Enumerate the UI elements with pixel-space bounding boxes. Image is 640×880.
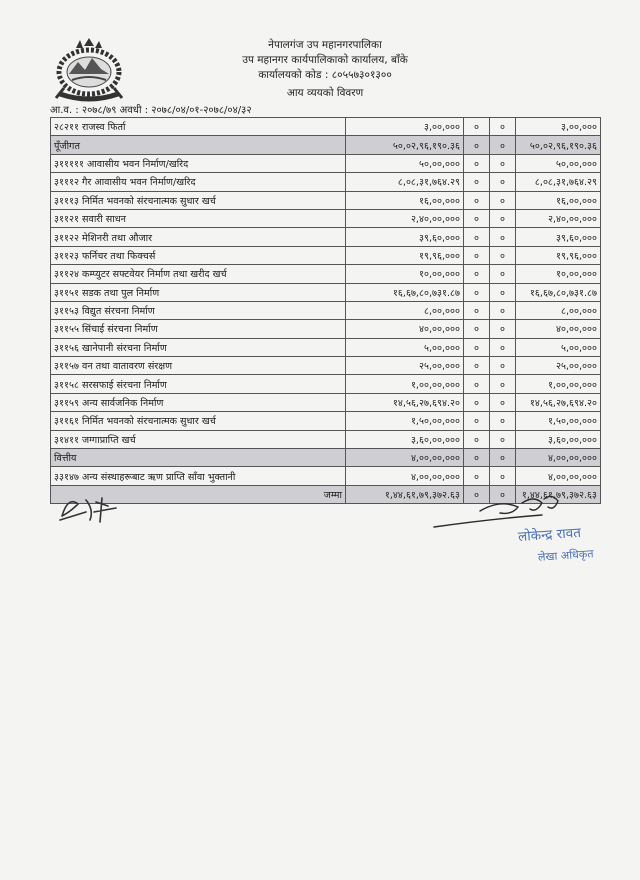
row-label: ३११५७ वन तथा वातावरण संरक्षण [51,357,346,375]
table-row [51,430,601,448]
table-row [51,301,601,319]
table-row [51,412,601,430]
row-amount: ४,००,००,००० [346,449,464,467]
row-total: ५,००,००० [516,338,601,356]
table-row [51,118,601,136]
row-amount: ५०,०२,९६,१९०.३६ [346,136,464,154]
row-label: ३११५९ अन्य सार्वजनिक निर्माण [51,393,346,411]
row-label: ३११६१ निर्मित भवनको संरचनात्मक सुधार खर्च [51,412,346,430]
row-label: ३३१४७ अन्य संस्थाहरूबाट ऋण प्राप्ति साँवा भुक्तानी [51,467,346,485]
row-amount: ८,०८,३१,७६४.२९ [346,173,464,191]
row-total: ५०,०२,९६,१९०.३६ [516,136,601,154]
row-total: ८,००,००० [516,301,601,319]
row-label: ३११५५ सिंचाई संरचना निर्माण [51,320,346,338]
row-label: वित्तीय [51,449,346,467]
table-row [51,209,601,227]
row-col3: ० [490,173,516,191]
row-amount: २,४०,००,००० [346,209,464,227]
row-amount: १०,००,००० [346,265,464,283]
row-amount: १९,९६,००० [346,246,464,264]
row-col2: ० [464,118,490,136]
table-row [51,375,601,393]
row-amount: ५,००,००० [346,338,464,356]
row-total: ४०,००,००० [516,320,601,338]
row-col2: ० [464,412,490,430]
row-col3: ० [490,191,516,209]
row-total: २५,००,००० [516,357,601,375]
grand-total-col2: ० [464,485,490,503]
row-col2: ० [464,430,490,448]
table-row [51,265,601,283]
table-row [51,246,601,264]
row-col3: ० [490,301,516,319]
row-amount: ४,००,००,००० [346,467,464,485]
row-total: १,००,००,००० [516,375,601,393]
row-total: ५०,००,००० [516,154,601,172]
table-row [51,228,601,246]
grand-total-amount: १,४४,६१,७९,३७२.६३ [346,485,464,503]
row-col2: ० [464,375,490,393]
government-emblem-icon [50,36,128,104]
table-row [51,173,601,191]
row-col2: ० [464,283,490,301]
row-col3: ० [490,118,516,136]
row-col3: ० [490,338,516,356]
table-row [51,357,601,375]
row-amount: १४,५६,२७,६९४.२० [346,393,464,411]
office-name: नेपालगंज उप महानगरपालिका [268,39,382,51]
signatory-title-stamp: लेखा अधिकृत [537,547,594,564]
row-col3: ० [490,375,516,393]
row-amount: ३९,६०,००० [346,228,464,246]
row-label: ३११५१ सडक तथा पुल निर्माण [51,283,346,301]
row-col2: ० [464,338,490,356]
row-col2: ० [464,191,490,209]
row-total: १६,००,००० [516,191,601,209]
table-row [51,154,601,172]
row-amount: १,५०,००,००० [346,412,464,430]
table-row [51,393,601,411]
row-label: ३१४११ जग्गाप्राप्ति खर्च [51,430,346,448]
row-col2: ० [464,393,490,411]
row-col3: ० [490,265,516,283]
row-col3: ० [490,209,516,227]
table-row [51,467,601,485]
row-col2: ० [464,136,490,154]
row-label: ३११५६ खानेपानी संरचना निर्माण [51,338,346,356]
row-col2: ० [464,173,490,191]
row-col3: ० [490,136,516,154]
row-total: ८,०८,३१,७६४.२९ [516,173,601,191]
row-col2: ० [464,154,490,172]
table-row [51,320,601,338]
row-total: ३,००,००० [516,118,601,136]
grand-total-label: जम्मा [51,485,346,503]
row-col3: ० [490,393,516,411]
row-total: २,४०,००,००० [516,209,601,227]
office-subname: उप महानगर कार्यपालिकाको कार्यालय, बाँके [242,54,408,66]
row-col3: ० [490,467,516,485]
row-col2: ० [464,467,490,485]
row-col3: ० [490,320,516,338]
office-code: कार्यालयको कोड : ८०५५७३०१३०० [258,69,392,81]
grand-total-total: १,४४,६१,७९,३७२.६३ [516,485,601,503]
row-amount: ४०,००,००० [346,320,464,338]
row-col3: ० [490,357,516,375]
row-label: ३१११२ गैर आवासीय भवन निर्माण/खरिद [51,173,346,191]
row-label: ३११२३ फर्निचर तथा फिक्चर्स [51,246,346,264]
table-row [51,338,601,356]
row-total: ३९,६०,००० [516,228,601,246]
section-row [51,449,601,467]
row-amount: ५०,००,००० [346,154,464,172]
row-label: ३११२४ कम्प्युटर सफ्टवेयर निर्माण तथा खरीद खर्च [51,265,346,283]
row-col3: ० [490,228,516,246]
row-col2: ० [464,449,490,467]
row-amount: २५,००,००० [346,357,464,375]
fiscal-period: आ.व. : २०७८/७९ अवधी : २०७८/०४/०१-२०७८/०४/३२ [50,105,252,116]
section-row [51,136,601,154]
row-col3: ० [490,246,516,264]
row-col3: ० [490,412,516,430]
row-amount: ३,००,००० [346,118,464,136]
row-total: १६,६७,८०,७३१.८७ [516,283,601,301]
row-label: २८२११ राजस्व फिर्ता [51,118,346,136]
row-amount: ८,००,००० [346,301,464,319]
row-total: १४,५६,२७,६९४.२० [516,393,601,411]
row-col2: ० [464,320,490,338]
signatory-name-stamp: लोकेन्द्र रावत [517,524,582,546]
row-col3: ० [490,154,516,172]
table-row [51,283,601,301]
row-total: ३,६०,००,००० [516,430,601,448]
row-label: ३११५३ विद्युत संरचना निर्माण [51,301,346,319]
row-col3: ० [490,430,516,448]
report-title: आय व्ययको विवरण [286,87,364,99]
row-label: ३११२१ सवारी साधन [51,209,346,227]
row-amount: ३,६०,००,००० [346,430,464,448]
row-total: ४,००,००,००० [516,449,601,467]
office-header [180,38,470,101]
grand-total-col3: ० [490,485,516,503]
expenditure-table-body [51,118,601,504]
row-label: पूँजीगत [51,136,346,154]
row-total: १०,००,००० [516,265,601,283]
row-col2: ० [464,357,490,375]
row-col2: ० [464,301,490,319]
row-total: ४,००,००,००० [516,467,601,485]
expenditure-table [50,117,601,504]
row-col2: ० [464,209,490,227]
row-amount: १६,००,००० [346,191,464,209]
row-amount: १६,६७,८०,७३१.८७ [346,283,464,301]
row-col2: ० [464,228,490,246]
row-total: १९,९६,००० [516,246,601,264]
row-col3: ० [490,449,516,467]
row-col2: ० [464,265,490,283]
row-label: ३१११३ निर्मित भवनको संरचनात्मक सुधार खर्च [51,191,346,209]
table-row [51,191,601,209]
row-amount: १,००,००,००० [346,375,464,393]
row-col2: ० [464,246,490,264]
row-label: ३१११११ आवासीय भवन निर्माण/खरिद [51,154,346,172]
initials-signature [56,490,122,530]
row-col3: ० [490,283,516,301]
row-total: १,५०,००,००० [516,412,601,430]
row-label: ३११२२ मेशिनरी तथा औजार [51,228,346,246]
row-label: ३११५८ सरसफाई संरचना निर्माण [51,375,346,393]
